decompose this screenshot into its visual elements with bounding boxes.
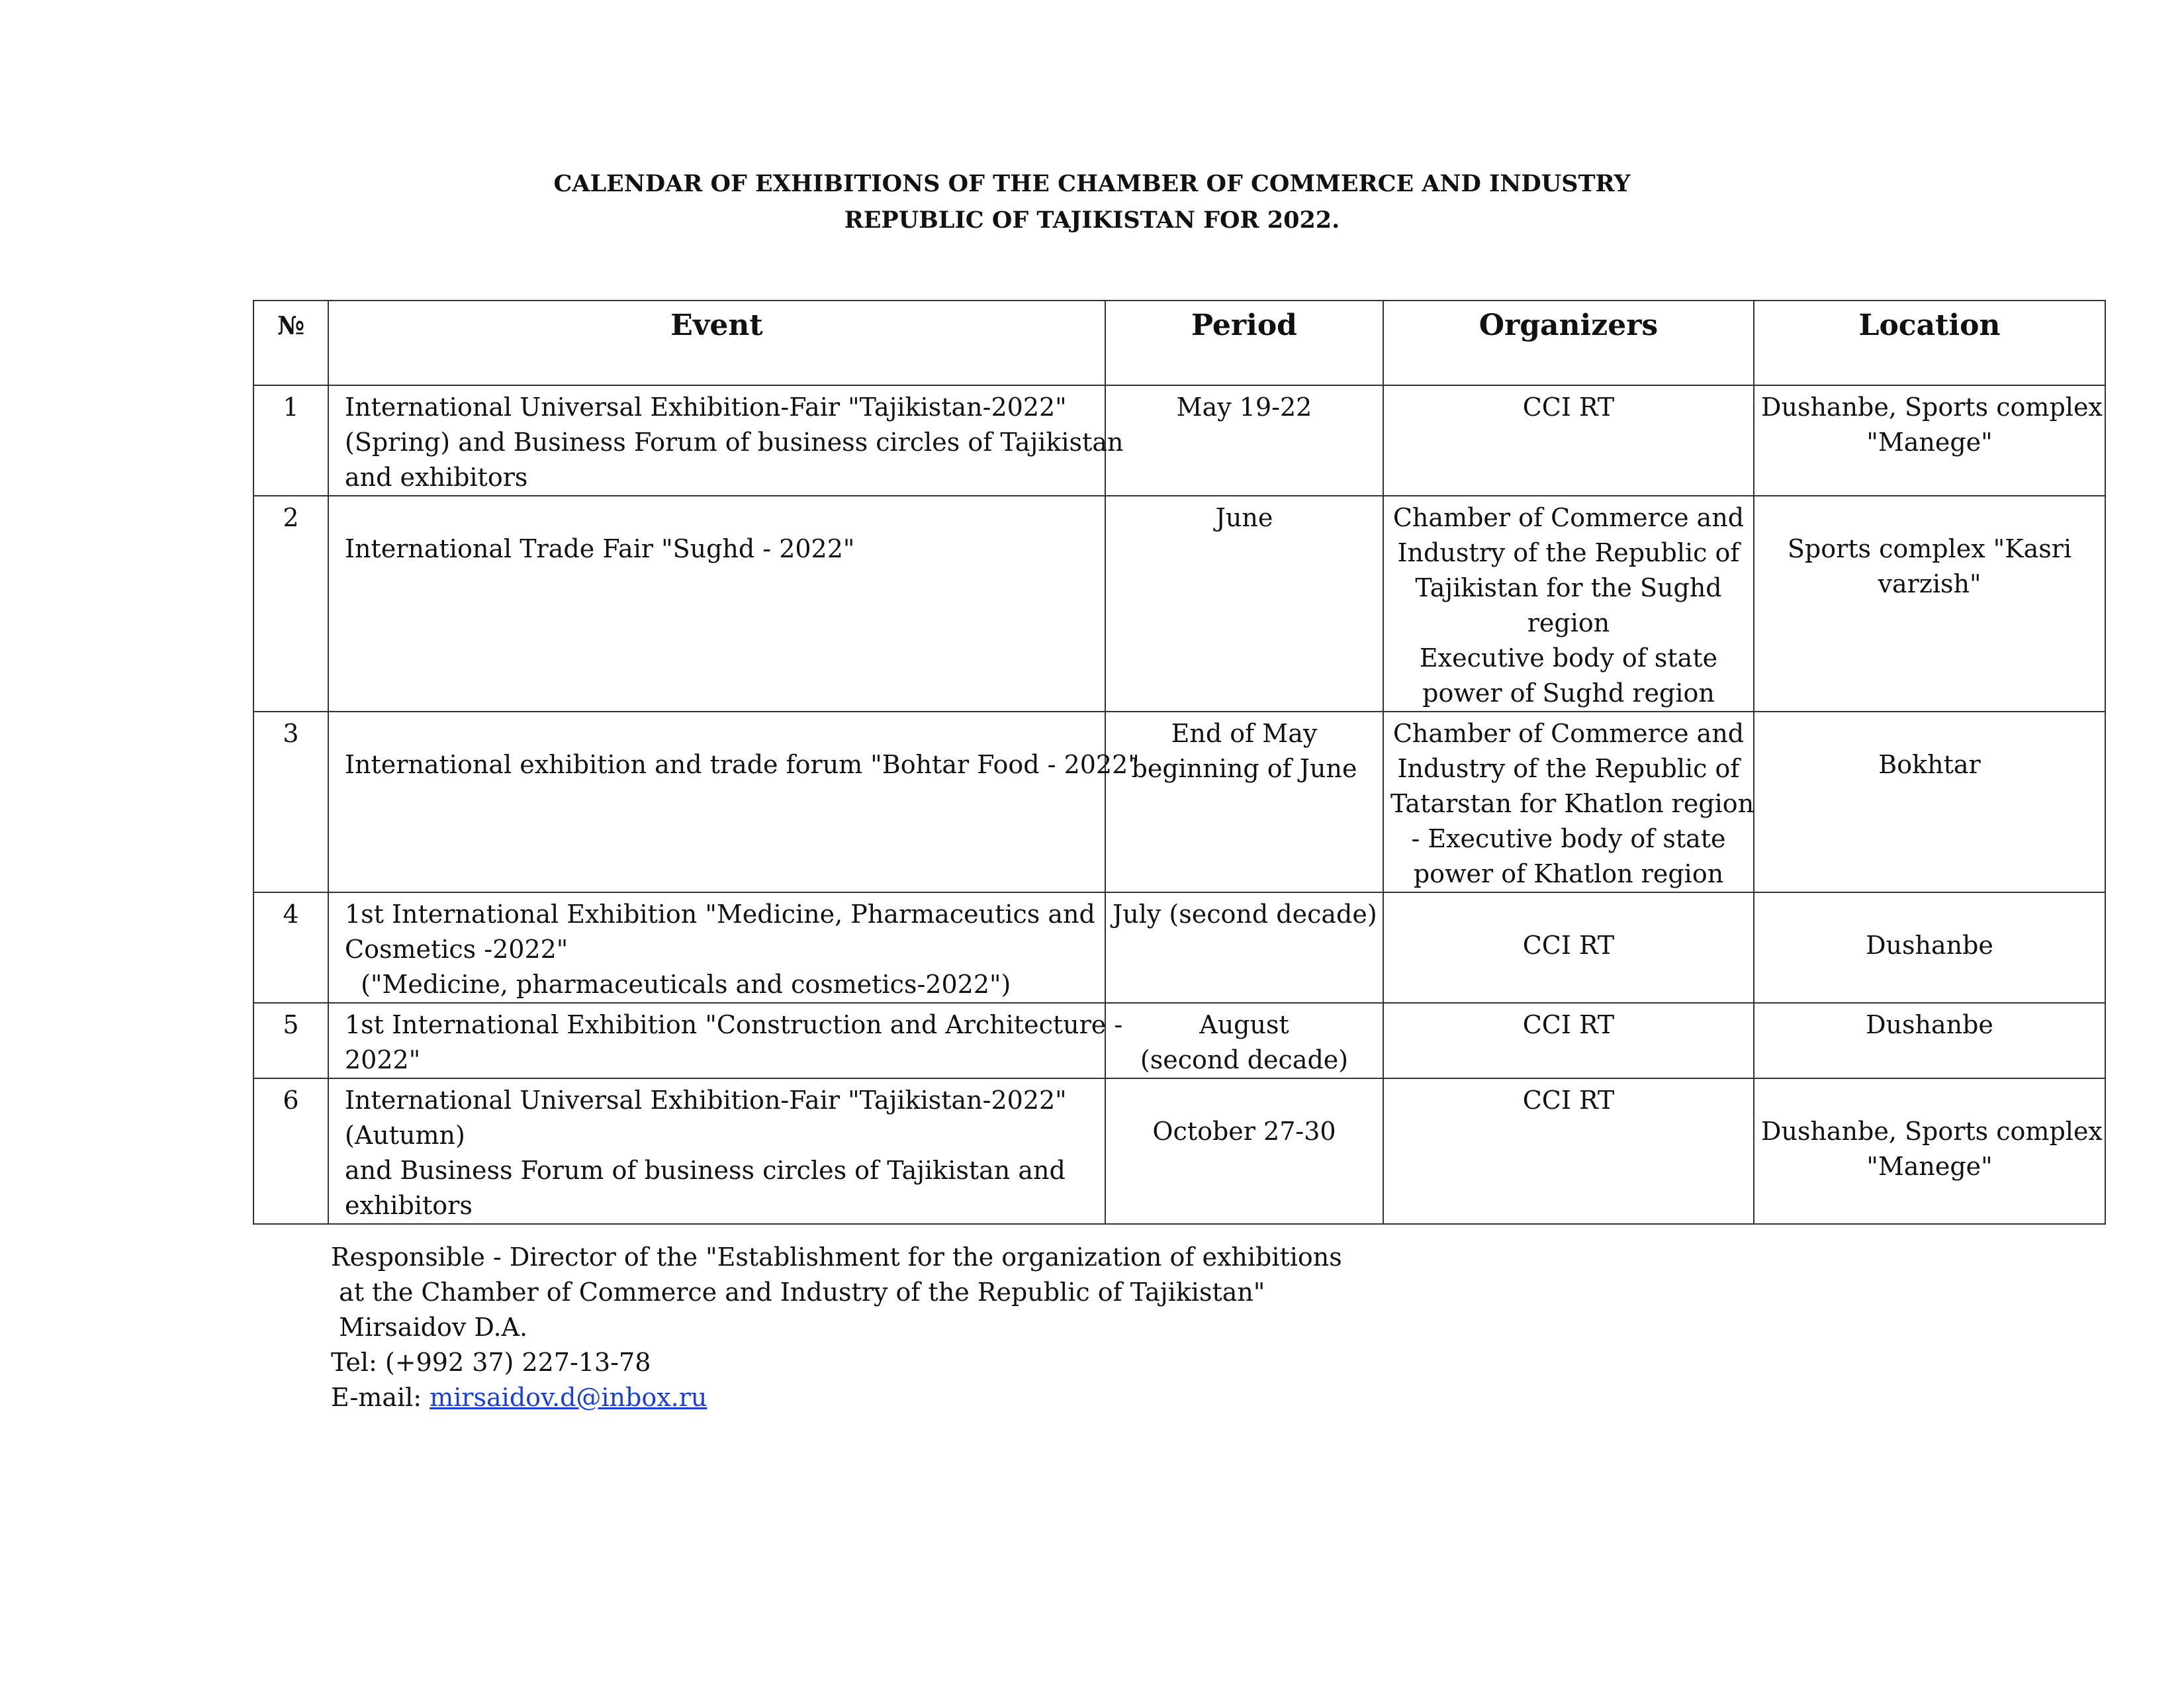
period-line: August bbox=[1199, 1010, 1289, 1039]
organizer-line: region bbox=[1527, 608, 1610, 637]
period-line: July (second decade) bbox=[1113, 900, 1377, 929]
header-period: Period bbox=[1105, 301, 1383, 385]
table-row bbox=[253, 496, 2105, 712]
period-line: June bbox=[1215, 503, 1273, 532]
responsible-contact bbox=[331, 1240, 1342, 1415]
row-number: 5 bbox=[283, 1010, 299, 1039]
location-line: Bokhtar bbox=[1878, 750, 1981, 779]
event-line: exhibitors bbox=[345, 1191, 473, 1220]
header-organizers: Organizers bbox=[1383, 301, 1754, 385]
period-line: End of May bbox=[1171, 719, 1318, 748]
organizer-line: Industry of the Republic of bbox=[1397, 538, 1740, 567]
table-header-row bbox=[253, 301, 2105, 385]
row-number: 4 bbox=[283, 900, 299, 929]
email-line bbox=[331, 1380, 1342, 1415]
organizer-line: Tajikistan for the Sughd bbox=[1415, 573, 1722, 602]
phone-line: Tel: (+992 37) 227-13-78 bbox=[331, 1348, 651, 1377]
organizer-line: Chamber of Commerce and bbox=[1392, 719, 1745, 748]
period-line: beginning of June bbox=[1131, 754, 1357, 783]
responsible-line: Responsible - Director of the "Establishment for the organization of exhibitions bbox=[331, 1243, 1342, 1272]
document-title bbox=[0, 165, 2184, 238]
event-line: International Universal Exhibition-Fair "Tajikistan-2022" bbox=[345, 393, 1067, 422]
location-line: "Manege" bbox=[1866, 1152, 1993, 1181]
header-event: Event bbox=[328, 301, 1105, 385]
header-num: № bbox=[253, 301, 328, 385]
director-name: Mirsaidov D.A. bbox=[331, 1313, 528, 1342]
event-line: and Business Forum of business circles of Tajikistan and bbox=[345, 1156, 1066, 1185]
event-line: ("Medicine, pharmaceuticals and cosmetics-2022") bbox=[345, 970, 1011, 999]
location-line: Sports complex "Kasri bbox=[1787, 534, 2072, 563]
organizer-line: power of Khatlon region bbox=[1413, 859, 1724, 888]
period-line: October 27-30 bbox=[1152, 1117, 1336, 1146]
table-row bbox=[253, 712, 2105, 892]
email-link[interactable]: mirsaidov.d@inbox.ru bbox=[430, 1383, 707, 1412]
email-label: E-mail: bbox=[331, 1383, 430, 1412]
organizer-line: Executive body of state bbox=[1419, 643, 1718, 673]
location-line: Dushanbe bbox=[1866, 931, 1993, 960]
event-line: 1st International Exhibition "Medicine, Pharmaceutics and bbox=[345, 900, 1095, 929]
period-line: (second decade) bbox=[1140, 1045, 1349, 1074]
row-number: 3 bbox=[283, 719, 299, 748]
location-line: varzish" bbox=[1878, 569, 1981, 598]
event-line: International Universal Exhibition-Fair "Tajikistan-2022" bbox=[345, 1086, 1067, 1115]
establishment-line: at the Chamber of Commerce and Industry of the Republic of Tajikistan" bbox=[331, 1278, 1265, 1307]
organizer-line: power of Sughd region bbox=[1422, 679, 1715, 708]
event-line: 2022" bbox=[345, 1045, 421, 1074]
event-line: and exhibitors bbox=[345, 463, 528, 492]
table-row bbox=[253, 385, 2105, 496]
table-row bbox=[253, 892, 2105, 1003]
title-line-1: CALENDAR OF EXHIBITIONS OF THE CHAMBER OF COMMERCE AND INDUSTRY bbox=[553, 170, 1631, 197]
table-row bbox=[253, 1003, 2105, 1078]
title-line-2: REPUBLIC OF TAJIKISTAN FOR 2022. bbox=[844, 207, 1340, 234]
event-line: (Autumn) bbox=[345, 1121, 465, 1150]
event-line: 1st International Exhibition "Construction and Architecture - bbox=[345, 1010, 1123, 1039]
organizer-line: CCI RT bbox=[1522, 931, 1615, 960]
row-number: 1 bbox=[283, 393, 299, 422]
location-line: Dushanbe, Sports complex bbox=[1761, 1117, 2103, 1146]
event-line: Cosmetics -2022" bbox=[345, 935, 569, 964]
event-line: (Spring) and Business Forum of business circles of Tajikistan bbox=[345, 428, 1124, 457]
location-line: Dushanbe, Sports complex bbox=[1761, 393, 2103, 422]
organizer-line: CCI RT bbox=[1522, 1010, 1615, 1039]
row-number: 6 bbox=[283, 1086, 299, 1115]
period-line: May 19-22 bbox=[1176, 393, 1312, 422]
organizer-line: Tatarstan for Khatlon region bbox=[1390, 789, 1754, 818]
organizer-line: CCI RT bbox=[1522, 393, 1615, 422]
organizer-line: CCI RT bbox=[1522, 1086, 1615, 1115]
organizer-line: Chamber of Commerce and bbox=[1392, 503, 1745, 532]
event-line: International exhibition and trade forum "Bohtar Food - 2022" bbox=[345, 750, 1140, 779]
row-number: 2 bbox=[283, 503, 299, 532]
organizer-line: - Executive body of state bbox=[1411, 824, 1726, 853]
location-line: Dushanbe bbox=[1866, 1010, 1993, 1039]
event-line: International Trade Fair "Sughd - 2022" bbox=[345, 534, 855, 563]
exhibitions-table bbox=[253, 300, 2106, 1225]
table-row bbox=[253, 1078, 2105, 1224]
organizer-line: Industry of the Republic of bbox=[1397, 754, 1740, 783]
header-location: Location bbox=[1754, 301, 2105, 385]
location-line: "Manege" bbox=[1866, 428, 1993, 457]
